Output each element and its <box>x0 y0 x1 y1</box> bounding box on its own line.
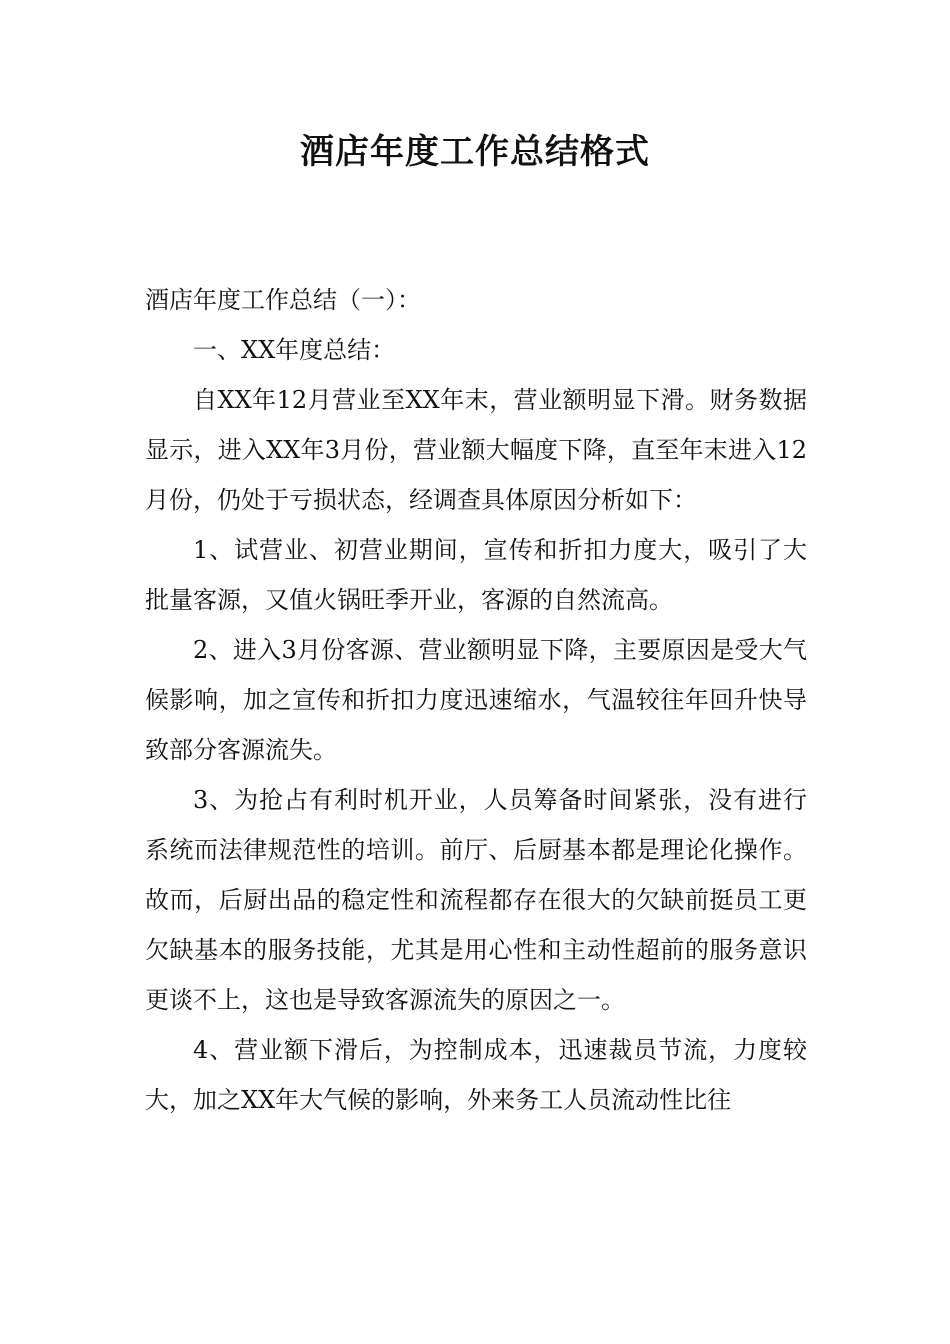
body-paragraph: 自XX年12月营业至XX年末，营业额明显下滑。财务数据显示，进入XX年3月份，营业额大幅度下降，直至年末进入12月份，仍处于亏损状态，经调查具体原因分析如下： <box>145 386 807 514</box>
subsection-heading: 一、XX年度总结： <box>193 336 396 364</box>
document-title: 酒店年度工作总结格式 <box>300 132 650 172</box>
body-paragraph: 3、为抢占有利时机开业，人员筹备时间紧张，没有进行系统而法律规范性的培训。前厅、后厨基本都是理论化操作。故而，后厨出品的稳定性和流程都存在很大的欠缺前挺员工更欠缺基本的服务技能，尤其是用心性和主动性超前的服务意识更谈不上，这也是导致客源流失的原因之一。 <box>145 786 807 1014</box>
body-paragraph: 1、试营业、初营业期间，宣传和折扣力度大，吸引了大批量客源，又值火锅旺季开业，客源的自然流高。 <box>145 536 807 614</box>
document-body <box>145 275 807 1125</box>
body-paragraph: 2、进入3月份客源、营业额明显下降，主要原因是受大气候影响，加之宣传和折扣力度迅速缩水，气温较往年回升快导致部分客源流失。 <box>145 636 807 764</box>
body-paragraph: 4、营业额下滑后，为控制成本，迅速裁员节流，力度较大，加之XX年大气候的影响，外来务工人员流动性比往 <box>145 1036 807 1114</box>
section-heading: 酒店年度工作总结（一）： <box>145 286 421 314</box>
